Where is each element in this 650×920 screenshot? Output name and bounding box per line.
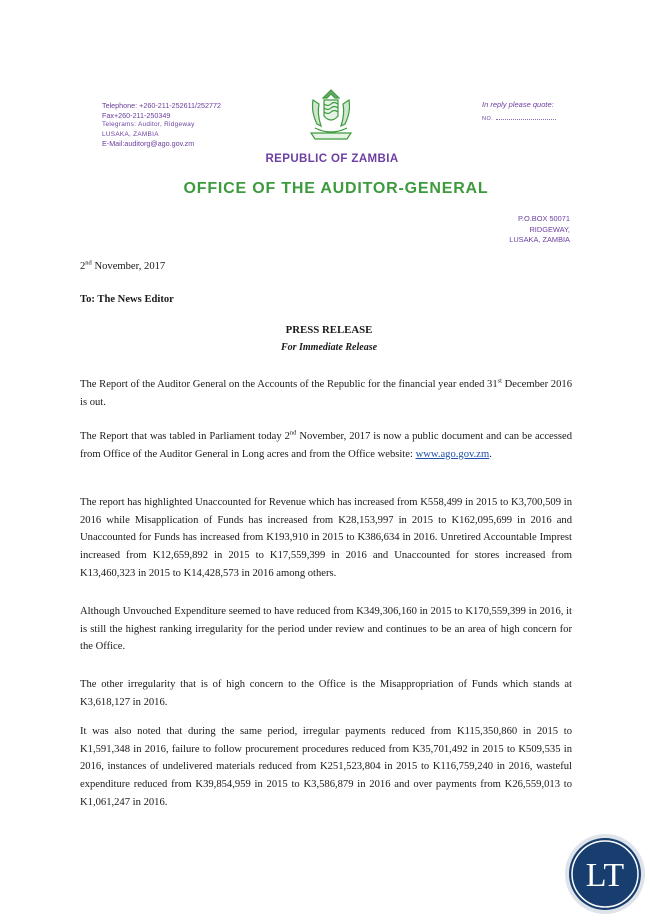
recipient-line: To: The News Editor — [80, 294, 174, 305]
website-link[interactable]: www.ago.gov.zm — [415, 448, 490, 460]
email-line: E-Mail:auditorg@ago.gov.zm — [102, 139, 195, 149]
po-box-address — [480, 214, 570, 246]
p1-text-end: December 2016 is out. — [80, 379, 572, 408]
contact-details — [102, 101, 302, 149]
paragraph-reductions: It was also noted that during the same period, irregular payments reduced from K115,350,860 in 2015 to K1,591,348 in 2016, failure to follow procurement procedures reduced from K35,701,492 in 2015 to K509,535 in 2016, instances of undelivered materials reduced from K251,523,804 in 2015 to K116,759,240 in 2016, wasteful expenditure reduced from K39,854,959 in 2015 to K3,586,879 in 2016 and over payments from K26,559,013 to K1,061,247 in 2016. — [80, 726, 572, 808]
date-rest: November, 2017 — [91, 261, 166, 272]
paragraph-report-out — [80, 376, 572, 411]
po-box-line: LUSAKA, ZAMBIA — [509, 235, 570, 244]
telegrams-line: Telegrams: Auditor, Ridgeway — [102, 121, 195, 129]
office-heading: OFFICE OF THE AUDITOR-GENERAL — [183, 180, 489, 197]
reply-number-label: NO. — [482, 116, 494, 122]
p2-text-mid: November, 2017 is now a public document and can be accessed from Office of the Auditor General in Long acres and from the Office website: — [80, 431, 572, 460]
press-release-subtitle: For Immediate Release — [280, 342, 378, 353]
city-line: LUSAKA, ZAMBIA — [102, 130, 159, 138]
date-day: 2 — [80, 261, 86, 272]
letter-date — [80, 258, 572, 276]
reply-number-line — [496, 119, 556, 120]
paragraph-unvouched: Although Unvouched Expenditure seemed to have reduced from K349,306,160 in 2015 to K170,559,399 in 2016, it is still the highest ranking irregularity for the period under review and continues to be an area of high concern for the Office. — [80, 606, 572, 653]
paragraph-highlights: The report has highlighted Unaccounted for Revenue which has increased from K558,499 in 2015 to K3,700,509 in 2016 while Misapplication of Funds has increased from K28,153,997 in 2015 to K162,095,699 in 2016 and Unaccounted for Funds has increased from K193,910 in 2015 to K386,634 in 2016. Unretired Accountable Imprest increased from K12,659,892 in 2015 to K17,559,399 in 2016 and Unaccounted for stores increased from K13,460,323 in 2015 to K14,428,573 in 2016 among others. — [80, 497, 572, 579]
date-suffix: nd — [85, 259, 92, 267]
p1-text: The Report of the Auditor General on the Accounts of the Republic for the financial year ended 31 — [80, 379, 498, 390]
republic-heading: REPUBLIC OF ZAMBIA — [265, 153, 399, 165]
telephone-line: Telephone: +260-211-252611/252772 — [102, 101, 222, 110]
p1-suffix: st — [497, 377, 502, 385]
p2-suffix: nd — [289, 429, 297, 437]
fax-line: Fax+260-211-250349 — [102, 110, 171, 120]
paragraph-misappropriation: The other irregularity that is of high concern to the Office is the Misappropriation of Funds which stands at K3,618,127 in 2016. — [80, 679, 572, 708]
coat-of-arms-icon — [305, 86, 357, 144]
po-box-line: P.O.BOX 50071 — [517, 214, 570, 223]
paragraph-tabled — [80, 428, 572, 463]
reply-reference — [482, 100, 592, 122]
lt-logo-icon — [564, 833, 646, 915]
press-release-title: PRESS RELEASE — [285, 324, 373, 336]
reply-number-field — [482, 116, 592, 122]
po-box-line: RIDGEWAY, — [529, 224, 570, 234]
lt-logo-text: LT — [585, 857, 625, 894]
reply-quote-label: In reply please quote: — [482, 100, 554, 109]
p2-text-end: . — [489, 448, 492, 460]
p2-text: The Report that was tabled in Parliament today 2 — [80, 431, 290, 442]
